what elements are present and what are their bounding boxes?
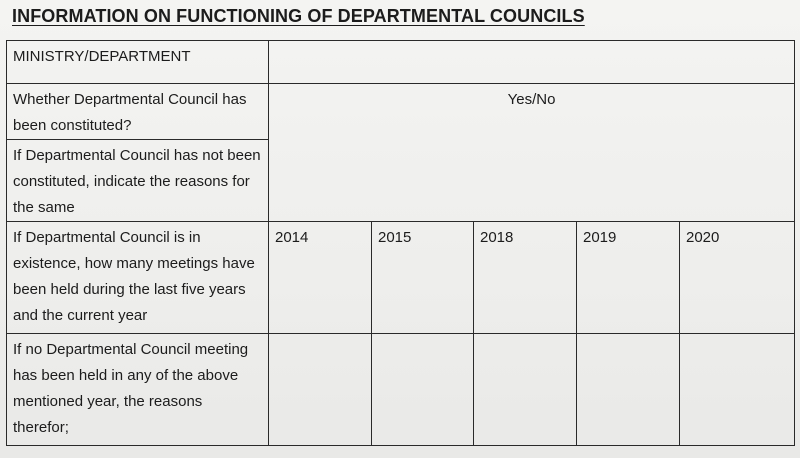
reason-cell-2020[interactable] — [680, 334, 795, 446]
year-cell-2019[interactable]: 2019 — [577, 222, 680, 334]
constituted-answer-field[interactable] — [269, 84, 795, 222]
ministry-row — [7, 41, 795, 84]
yes-no-option: Yes/No — [507, 91, 556, 108]
year-cell-2020[interactable]: 2020 — [680, 222, 795, 334]
form-title: INFORMATION ON FUNCTIONING OF DEPARTMENTAL COUNCILS — [12, 6, 585, 26]
meetings-question: If Departmental Council is in existence, how many meetings have been held during the last five years and the current year — [7, 222, 269, 334]
year-cell-2014[interactable]: 2014 — [269, 222, 372, 334]
no-meeting-row — [7, 334, 795, 446]
reason-cell-2015[interactable] — [372, 334, 474, 446]
reason-cell-2018[interactable] — [474, 334, 577, 446]
constituted-question: Whether Departmental Council has been constituted? — [7, 84, 269, 140]
year-cell-2015[interactable]: 2015 — [372, 222, 474, 334]
year-cell-2018[interactable]: 2018 — [474, 222, 577, 334]
reason-cell-2019[interactable] — [577, 334, 680, 446]
constituted-row — [7, 84, 795, 140]
reason-cell-2014[interactable] — [269, 334, 372, 446]
not-constituted-question: If Departmental Council has not been constituted, indicate the reasons for the same — [7, 140, 269, 222]
meetings-row — [7, 222, 795, 334]
ministry-label: MINISTRY/DEPARTMENT — [7, 41, 269, 84]
council-info-table — [6, 40, 795, 446]
no-meeting-question: If no Departmental Council meeting has been held in any of the above mentioned year, the reasons therefor; — [7, 334, 269, 446]
ministry-value-field[interactable] — [269, 41, 795, 84]
